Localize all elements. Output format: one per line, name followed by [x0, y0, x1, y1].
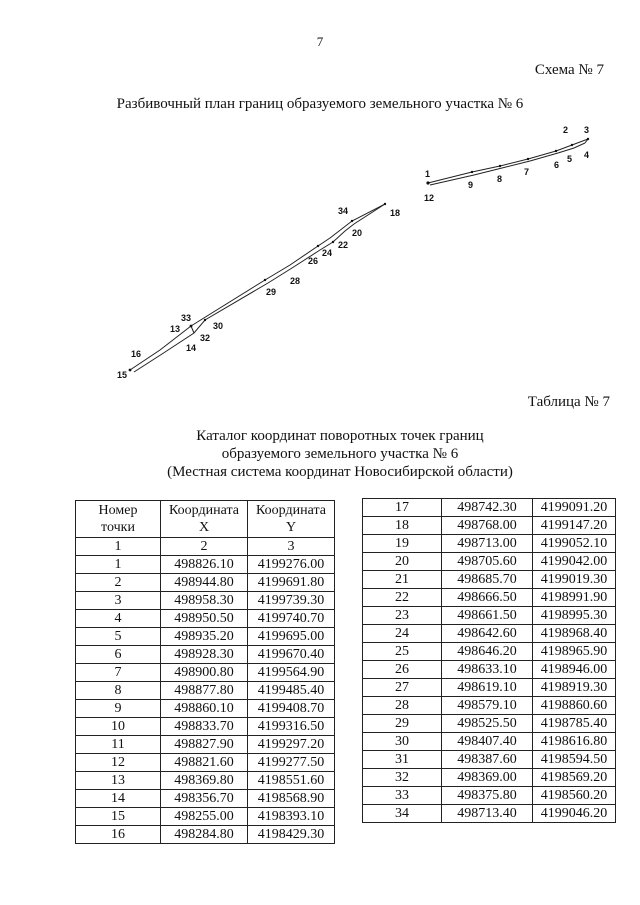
cell-point-number: 1 — [76, 556, 161, 574]
header-coordinate-x: Координата X — [161, 501, 248, 538]
cell-coordinate-x: 498407.40 — [442, 733, 533, 751]
cell-coordinate-x: 498685.70 — [442, 571, 533, 589]
cell-point-number: 5 — [76, 628, 161, 646]
point-label: 2 — [563, 125, 569, 135]
point-label: 4 — [584, 150, 590, 160]
cell-point-number: 15 — [76, 808, 161, 826]
cell-point-number: 2 — [76, 574, 161, 592]
vertex-marker — [332, 241, 334, 243]
cell-coordinate-x: 498369.00 — [442, 769, 533, 787]
cell-coordinate-x: 498661.50 — [442, 607, 533, 625]
cell-coordinate-y: 4198616.80 — [533, 733, 616, 751]
point-label: 7 — [524, 167, 530, 177]
table-row — [363, 607, 616, 625]
cell-point-number: 10 — [76, 718, 161, 736]
cell-coordinate-y: 4198785.40 — [533, 715, 616, 733]
cell-point-number: 11 — [76, 736, 161, 754]
cell-coordinate-x: 498579.10 — [442, 697, 533, 715]
cell-coordinate-x: 498387.60 — [442, 751, 533, 769]
cell-coordinate-x: 498375.80 — [442, 787, 533, 805]
cell-point-number: 7 — [76, 664, 161, 682]
cell-coordinate-x: 498826.10 — [161, 556, 248, 574]
point-label: 24 — [322, 248, 333, 258]
vertex-marker — [571, 144, 573, 146]
table-row — [76, 754, 335, 772]
vertex-marker — [317, 245, 319, 247]
cell-point-number: 22 — [363, 589, 442, 607]
cell-coordinate-x: 498768.00 — [442, 517, 533, 535]
table-row — [363, 679, 616, 697]
table-header-row — [76, 501, 335, 538]
cell-coordinate-x: 498666.50 — [442, 589, 533, 607]
cell-point-number: 34 — [363, 805, 442, 823]
cell-coordinate-y: 4198560.20 — [533, 787, 616, 805]
cell-coordinate-x: 498705.60 — [442, 553, 533, 571]
cell-coordinate-x: 498958.30 — [161, 592, 248, 610]
table-row — [363, 805, 616, 823]
cell-coordinate-y: 4198946.00 — [533, 661, 616, 679]
cell-coordinate-y: 4198965.90 — [533, 643, 616, 661]
table-row — [76, 592, 335, 610]
cell-coordinate-y: 4199316.50 — [248, 718, 335, 736]
plan-title: Разбивочный план границ образуемого земельного участка № 6 — [116, 96, 524, 112]
cell-point-number: 17 — [363, 499, 442, 517]
cell-coordinate-y: 4198860.60 — [533, 697, 616, 715]
cell-coordinate-y: 4198429.30 — [248, 826, 335, 844]
table-row — [76, 700, 335, 718]
column-number: 2 — [161, 538, 248, 556]
cell-coordinate-x: 498944.80 — [161, 574, 248, 592]
cell-point-number: 30 — [363, 733, 442, 751]
cell-coordinate-x: 498356.70 — [161, 790, 248, 808]
point-label: 1 — [425, 169, 431, 179]
cell-point-number: 16 — [76, 826, 161, 844]
vertex-marker — [587, 138, 589, 140]
cell-coordinate-y: 4199019.30 — [533, 571, 616, 589]
page-number: 7 — [316, 34, 324, 49]
table-row — [76, 736, 335, 754]
cell-point-number: 13 — [76, 772, 161, 790]
cell-coordinate-x: 498821.60 — [161, 754, 248, 772]
cell-coordinate-x: 498877.80 — [161, 682, 248, 700]
table-row — [363, 571, 616, 589]
point-labels — [117, 125, 589, 380]
point-label: 15 — [117, 370, 128, 380]
coordinates-table-left — [75, 500, 335, 844]
point-label: 33 — [181, 313, 192, 323]
table-row — [363, 499, 616, 517]
cell-point-number: 25 — [363, 643, 442, 661]
cell-coordinate-x: 498619.10 — [442, 679, 533, 697]
cell-point-number: 32 — [363, 769, 442, 787]
point-label: 3 — [584, 125, 590, 135]
header-coordinate-y: Координата Y — [248, 501, 335, 538]
coordinates-table-right — [362, 498, 616, 823]
table-row — [76, 826, 335, 844]
table-row — [363, 733, 616, 751]
cell-coordinate-y: 4199091.20 — [533, 499, 616, 517]
table-row — [363, 625, 616, 643]
cell-coordinate-y: 4199277.50 — [248, 754, 335, 772]
table-row — [363, 643, 616, 661]
cell-point-number: 18 — [363, 517, 442, 535]
cell-coordinate-x: 498928.30 — [161, 646, 248, 664]
cell-point-number: 23 — [363, 607, 442, 625]
cell-coordinate-x: 498827.90 — [161, 736, 248, 754]
cell-coordinate-y: 4199739.30 — [248, 592, 335, 610]
cell-point-number: 4 — [76, 610, 161, 628]
cell-coordinate-x: 498713.00 — [442, 535, 533, 553]
cell-coordinate-y: 4199691.80 — [248, 574, 335, 592]
cell-point-number: 29 — [363, 715, 442, 733]
table-row — [363, 769, 616, 787]
point-label: 16 — [131, 349, 142, 359]
cell-coordinate-y: 4199042.00 — [533, 553, 616, 571]
cell-coordinate-x: 498950.50 — [161, 610, 248, 628]
cell-coordinate-x: 498642.60 — [442, 625, 533, 643]
point-label: 30 — [213, 321, 224, 331]
cell-coordinate-x: 498369.80 — [161, 772, 248, 790]
vertex-marker — [426, 181, 429, 184]
table-row — [76, 610, 335, 628]
vertex-marker — [264, 279, 266, 281]
cell-coordinate-y: 4198991.90 — [533, 589, 616, 607]
table-row — [363, 751, 616, 769]
column-number: 1 — [76, 538, 161, 556]
table-row — [76, 556, 335, 574]
cell-coordinate-y: 4199670.40 — [248, 646, 335, 664]
cell-coordinate-y: 4198569.20 — [533, 769, 616, 787]
cell-coordinate-y: 4199297.20 — [248, 736, 335, 754]
cell-coordinate-y: 4199276.00 — [248, 556, 335, 574]
cell-point-number: 28 — [363, 697, 442, 715]
boundary-upper-north — [428, 139, 588, 183]
cell-point-number: 8 — [76, 682, 161, 700]
cell-coordinate-y: 4198919.30 — [533, 679, 616, 697]
boundary-vertices — [129, 138, 590, 372]
table-row — [363, 787, 616, 805]
cell-point-number: 12 — [76, 754, 161, 772]
table-row — [76, 574, 335, 592]
point-label: 9 — [468, 180, 474, 190]
cell-coordinate-y: 4198594.50 — [533, 751, 616, 769]
table-row — [76, 664, 335, 682]
cell-point-number: 27 — [363, 679, 442, 697]
vertex-marker — [129, 369, 132, 372]
cell-point-number: 9 — [76, 700, 161, 718]
cell-coordinate-y: 4198968.40 — [533, 625, 616, 643]
cell-point-number: 3 — [76, 592, 161, 610]
cell-coordinate-y: 4199052.10 — [533, 535, 616, 553]
cell-coordinate-x: 498860.10 — [161, 700, 248, 718]
table-row — [76, 808, 335, 826]
boundary-plan-drawing — [0, 115, 640, 390]
table-row — [76, 628, 335, 646]
catalog-title-line: (Местная система координат Новосибирской области) — [167, 464, 513, 480]
cell-coordinate-x: 498633.10 — [442, 661, 533, 679]
header-point-number: Номер точки — [76, 501, 161, 538]
column-number: 3 — [248, 538, 335, 556]
cell-coordinate-x: 498284.80 — [161, 826, 248, 844]
cell-coordinate-x: 498900.80 — [161, 664, 248, 682]
boundary-lines — [130, 139, 588, 372]
point-label: 29 — [266, 287, 277, 297]
point-label: 14 — [186, 343, 197, 353]
cell-coordinate-y: 4199408.70 — [248, 700, 335, 718]
vertex-marker — [499, 165, 501, 167]
cell-point-number: 26 — [363, 661, 442, 679]
cell-coordinate-y: 4199046.20 — [533, 805, 616, 823]
cell-point-number: 31 — [363, 751, 442, 769]
table-label: Таблица № 7 — [527, 394, 610, 410]
point-label: 22 — [338, 240, 349, 250]
boundary-lower-south — [134, 204, 385, 372]
catalog-title — [160, 427, 520, 481]
cell-point-number: 24 — [363, 625, 442, 643]
cell-coordinate-y: 4199485.40 — [248, 682, 335, 700]
vertex-marker — [204, 319, 206, 321]
cell-point-number: 21 — [363, 571, 442, 589]
point-label: 12 — [424, 193, 435, 203]
cell-point-number: 20 — [363, 553, 442, 571]
cell-coordinate-x: 498742.30 — [442, 499, 533, 517]
cell-point-number: 6 — [76, 646, 161, 664]
table-row — [363, 553, 616, 571]
table-row — [363, 715, 616, 733]
column-number-row — [76, 538, 335, 556]
table-row — [363, 517, 616, 535]
cell-coordinate-x: 498833.70 — [161, 718, 248, 736]
cell-coordinate-x: 498713.40 — [442, 805, 533, 823]
point-label: 26 — [308, 256, 319, 266]
cell-coordinate-y: 4199695.00 — [248, 628, 335, 646]
point-label: 5 — [567, 154, 573, 164]
table-row — [76, 718, 335, 736]
cell-coordinate-y: 4198995.30 — [533, 607, 616, 625]
table-row — [363, 589, 616, 607]
cell-coordinate-y: 4199147.20 — [533, 517, 616, 535]
table-row — [363, 661, 616, 679]
catalog-title-line: образуемого земельного участка № 6 — [221, 446, 459, 462]
cell-point-number: 14 — [76, 790, 161, 808]
vertex-marker — [471, 171, 473, 173]
cell-coordinate-x: 498935.20 — [161, 628, 248, 646]
cell-coordinate-x: 498255.00 — [161, 808, 248, 826]
table-row — [76, 790, 335, 808]
cell-coordinate-x: 498646.20 — [442, 643, 533, 661]
table-row — [76, 772, 335, 790]
point-label: 13 — [170, 324, 181, 334]
table-row — [76, 646, 335, 664]
point-label: 8 — [497, 174, 503, 184]
vertex-marker — [190, 325, 193, 328]
point-label: 34 — [338, 206, 349, 216]
point-label: 32 — [200, 333, 211, 343]
point-label: 18 — [390, 208, 401, 218]
table-row — [76, 682, 335, 700]
cell-coordinate-y: 4198551.60 — [248, 772, 335, 790]
cell-coordinate-y: 4199564.90 — [248, 664, 335, 682]
point-label: 6 — [554, 160, 560, 170]
point-label: 28 — [290, 276, 301, 286]
cell-coordinate-y: 4198393.10 — [248, 808, 335, 826]
point-label: 20 — [352, 228, 363, 238]
vertex-marker — [527, 158, 529, 160]
table-row — [363, 535, 616, 553]
scheme-label: Схема № 7 — [534, 62, 604, 78]
catalog-title-line: Каталог координат поворотных точек границ — [196, 428, 484, 444]
cell-point-number: 33 — [363, 787, 442, 805]
cell-coordinate-y: 4198568.90 — [248, 790, 335, 808]
cell-coordinate-x: 498525.50 — [442, 715, 533, 733]
vertex-marker — [555, 150, 557, 152]
table-row — [363, 697, 616, 715]
cell-point-number: 19 — [363, 535, 442, 553]
vertex-marker — [351, 220, 353, 222]
vertex-marker — [384, 203, 386, 205]
boundary-lower-north — [130, 204, 385, 370]
cell-coordinate-y: 4199740.70 — [248, 610, 335, 628]
